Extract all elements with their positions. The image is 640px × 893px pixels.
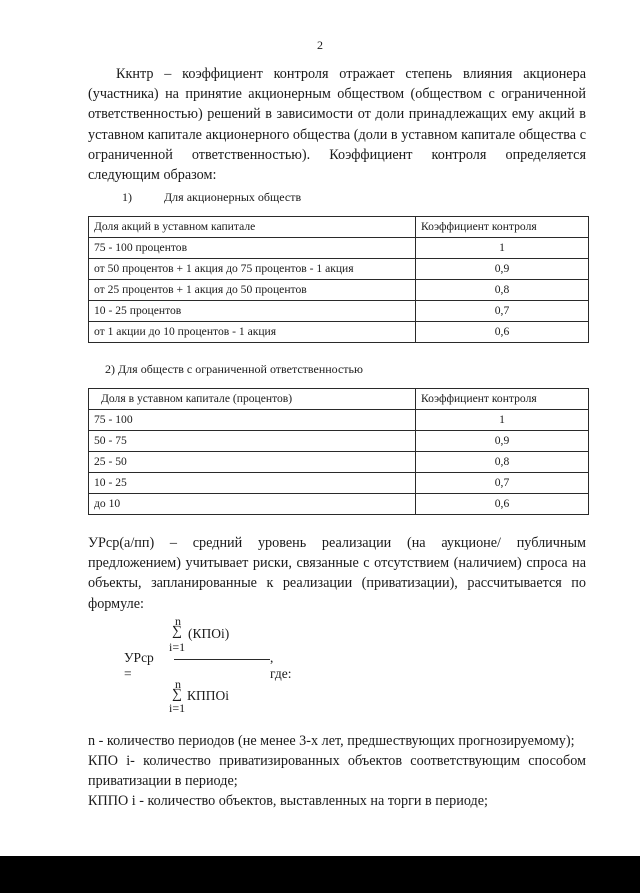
- denominator-value: КППОi: [187, 688, 230, 703]
- page-number: 2: [317, 38, 323, 52]
- denominator-sum-lower: i=1: [169, 701, 186, 715]
- share-cell: 10 - 25: [89, 473, 416, 494]
- header-share: Доля в уставном капитале (процентов): [89, 389, 416, 410]
- numerator-sum-upper: n: [175, 614, 181, 628]
- definition-kppo: КППО i - количество объектов, выставленных на торги в периоде;: [88, 793, 488, 809]
- intro-paragraph: [88, 64, 586, 185]
- section2-heading: 2) Для обществ с ограниченной ответственностью: [105, 362, 363, 376]
- share-cell: 50 - 75: [89, 431, 416, 452]
- urcp-paragraph: УРср(а/пп) – средний уровень реализации (на аукционе/ публичным предложением) учитывает риски, связанные с отсутствием (наличием) спроса на объекты, запланированные к реализации (приватизации), рассчитывается по формуле:: [88, 535, 586, 612]
- table-row: [89, 280, 589, 301]
- share-cell: от 50 процентов + 1 акция до 75 процентов - 1 акция: [89, 259, 416, 280]
- definition-n: n - количество периодов (не менее 3-х лет, предшествующих прогнозируемому);: [88, 733, 575, 749]
- share-cell: от 25 процентов + 1 акция до 50 процентов: [89, 280, 416, 301]
- share-cell: 10 - 25 процентов: [89, 301, 416, 322]
- joint-stock-table: [88, 216, 589, 343]
- table-row: [89, 473, 589, 494]
- table-row: [89, 452, 589, 473]
- coef-cell: 1: [416, 410, 589, 431]
- share-cell: от 1 акции до 10 процентов - 1 акция: [89, 322, 416, 343]
- header-coef: Коэффициент контроля: [416, 217, 589, 238]
- table-row: [89, 259, 589, 280]
- table-header-row: [89, 217, 589, 238]
- section1-number: 1): [122, 190, 132, 204]
- table-row: [89, 238, 589, 259]
- formula-lhs: УРср =: [124, 650, 154, 681]
- coef-cell: 0,6: [416, 494, 589, 515]
- coef-cell: 0,6: [416, 322, 589, 343]
- table-row: [89, 431, 589, 452]
- table-row: [89, 301, 589, 322]
- llc-table: [88, 388, 589, 515]
- share-cell: 75 - 100: [89, 410, 416, 431]
- coef-cell: 0,7: [416, 301, 589, 322]
- numerator-value: (КПОi): [188, 626, 230, 641]
- share-cell: до 10: [89, 494, 416, 515]
- coef-cell: 0,9: [416, 259, 589, 280]
- numerator-sum-sign: ∑: [172, 624, 182, 639]
- coef-cell: 0,8: [416, 280, 589, 301]
- coef-cell: 1: [416, 238, 589, 259]
- coef-cell: 0,7: [416, 473, 589, 494]
- numerator-sum-lower: i=1: [169, 640, 186, 654]
- coef-cell: 0,8: [416, 452, 589, 473]
- table-row: [89, 494, 589, 515]
- fraction-line: [174, 659, 270, 660]
- intro-text: Ккнтр – коэффициент контроля отражает степень влияния акционера (участника) на принятие акционерным обществом (обществом с ограниченной ответственностью) решений в зависимости от доли принадлежащих ему акций в уставном капитале акционерного общества (доли в уставном капитале общества с ограниченной ответственностью). Коэффициент контроля определяется следующим образом:: [88, 66, 586, 184]
- header-coef: Коэффициент контроля: [416, 389, 589, 410]
- share-cell: 25 - 50: [89, 452, 416, 473]
- table-row: [89, 322, 589, 343]
- header-share: Доля акций в уставном капитале: [89, 217, 416, 238]
- table-header-row: [89, 389, 589, 410]
- share-cell: 75 - 100 процентов: [89, 238, 416, 259]
- table-row: [89, 410, 589, 431]
- scan-bottom-edge: [0, 856, 640, 893]
- section1-heading: [122, 190, 301, 205]
- denominator-sum-sign: ∑: [172, 687, 182, 702]
- formula-suffix: , где:: [270, 650, 292, 681]
- coef-cell: 0,9: [416, 431, 589, 452]
- definition-kpo: КПО i- количество приватизированных объектов соответствующим способом приватизации в периоде;: [88, 753, 586, 790]
- denominator-sum-upper: n: [175, 677, 181, 691]
- section1-title: Для акционерных обществ: [164, 190, 302, 204]
